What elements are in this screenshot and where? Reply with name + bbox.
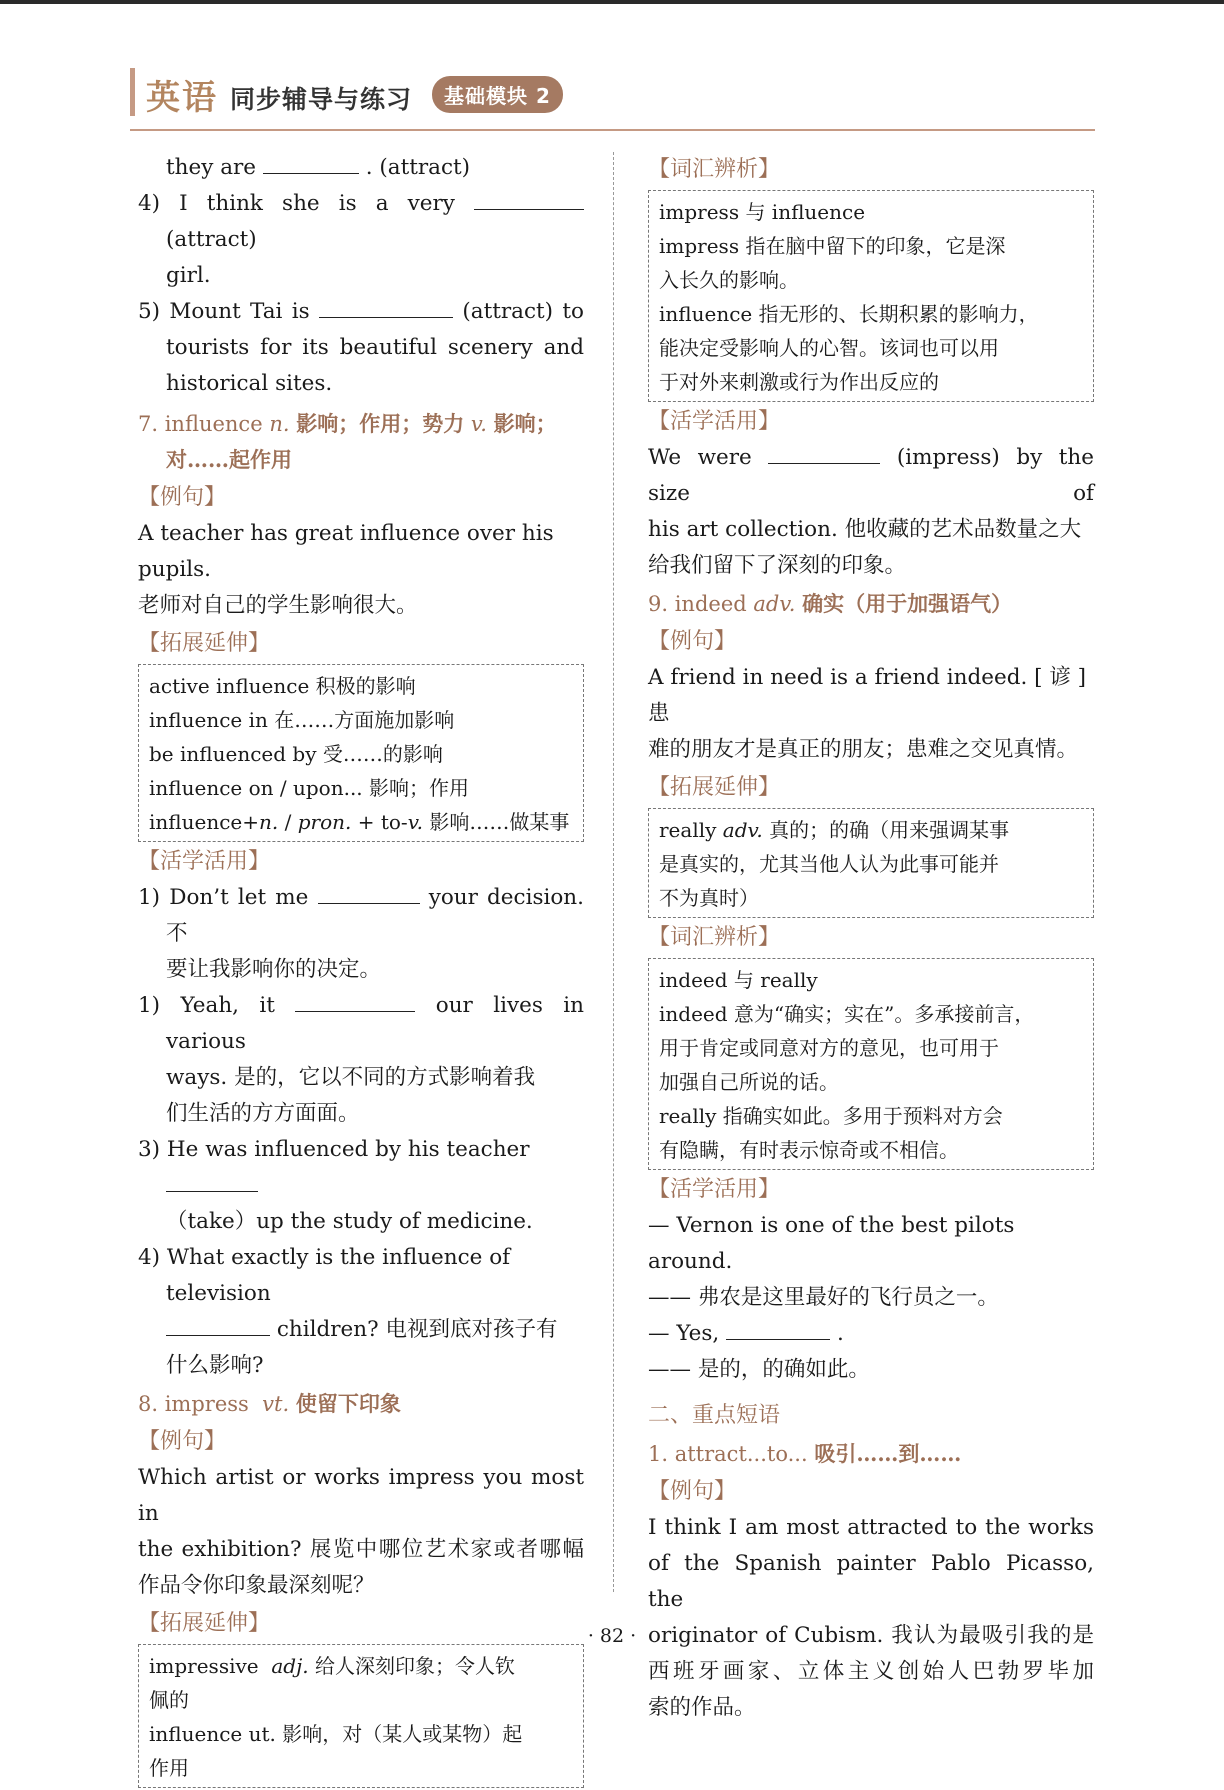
- dialogue-line: — Yes, .: [648, 1321, 844, 1346]
- extension-item: influence in 在……方面施加影响: [149, 708, 455, 732]
- extension-item: influence on / upon... 影响；作用: [149, 776, 470, 800]
- vocab-box: [648, 958, 1094, 1170]
- practice-line: （take）up the study of medicine.: [166, 1209, 533, 1234]
- practice-line: 给我们留下了深刻的印象。: [648, 553, 907, 578]
- example-sentence: Which artist or works impress you most in: [138, 1465, 584, 1526]
- exercise-line: tourists for its beautiful scenery and: [166, 335, 584, 360]
- vocab-line: 用于肯定或同意对方的意见，也可用于: [659, 1036, 999, 1060]
- vocab-line: impress 指在脑中留下的印象，它是深: [659, 234, 1006, 258]
- extension-label: 【拓展延伸】: [138, 1611, 271, 1636]
- vocab-line: influence 指无形的、长期积累的影响力，: [659, 302, 1039, 326]
- extension-item: impressive adj. 给人深刻印象；令人钦: [149, 1654, 515, 1678]
- example-label: 【例句】: [648, 629, 737, 654]
- phrase-heading: 1. attract...to... 吸引……到……: [648, 1441, 962, 1466]
- entry-heading-cont: 对……起作用: [166, 447, 292, 472]
- exercise-5: 5) Mount Tai is (attract) to: [138, 299, 584, 324]
- header-rule: [130, 129, 1095, 131]
- vocab-line: 有隐瞒，有时表示惊奇或不相信。: [659, 1138, 959, 1162]
- exercise-line: girl.: [166, 263, 211, 288]
- practice-line: 们生活的方方面面。: [166, 1101, 360, 1126]
- extension-item: influence+n. / pron. + to-v. 影响……做某事: [149, 810, 570, 834]
- extension-item: influence ut. 影响，对（某人或某物）起: [149, 1722, 523, 1746]
- extension-box: [138, 1644, 584, 1788]
- right-column: [648, 150, 1094, 1726]
- vocab-line: 于对外来刺激或行为作出反应的: [659, 370, 939, 394]
- practice-2: 1) Yeah, it our lives in various: [138, 993, 584, 1054]
- book-subject: 英语: [146, 78, 218, 118]
- vocab-line: 能决定受影响人的心智。该词也可以用: [659, 336, 999, 360]
- top-border: [0, 0, 1224, 4]
- vocab-label: 【词汇辨析】: [648, 157, 781, 182]
- header-accent-bar: [130, 68, 135, 116]
- extension-item: 是真实的，尤其当他人认为此事可能并: [659, 852, 999, 876]
- practice-label: 【活学活用】: [648, 1177, 781, 1202]
- example-translation: 老师对自己的学生影响很大。: [138, 593, 418, 618]
- example-label: 【例句】: [138, 485, 227, 510]
- vocab-label: 【词汇辨析】: [648, 925, 781, 950]
- extension-item: be influenced by 受……的影响: [149, 742, 443, 766]
- extension-item: active influence 积极的影响: [149, 674, 416, 698]
- example-translation: 索的作品。: [648, 1695, 756, 1720]
- entry-heading-indeed: 9. indeed adv. 确实（用于加强语气）: [648, 591, 1013, 616]
- entry-heading-impress: 8. impress vt. 使留下印象: [138, 1391, 401, 1416]
- exercise-line: historical sites.: [166, 371, 333, 396]
- practice-line: ways. 是的，它以不同的方式影响着我: [166, 1065, 536, 1090]
- answer-blank[interactable]: [295, 991, 415, 1012]
- vocab-title: indeed 与 really: [659, 968, 818, 992]
- dialogue-line: —— 是的，的确如此。: [648, 1357, 870, 1382]
- answer-blank[interactable]: [768, 443, 880, 464]
- extension-item: 佩的: [149, 1688, 189, 1712]
- section-heading: 二、重点短语: [648, 1403, 781, 1428]
- vocab-line: really 指确实如此。多用于预料对方会: [659, 1104, 1003, 1128]
- left-column: [138, 150, 584, 1790]
- vocab-line: indeed 意为“确实；实在”。多承接前言，: [659, 1002, 1035, 1026]
- practice-4: 4) What exactly is the influence of television: [138, 1245, 511, 1306]
- exercise-4: 4) I think she is a very (attract): [138, 186, 584, 258]
- extension-item: 作用: [149, 1756, 189, 1780]
- extension-label: 【拓展延伸】: [648, 775, 781, 800]
- answer-blank[interactable]: [474, 189, 584, 210]
- example-sentence: I think I am most attracted to the works: [648, 1515, 1094, 1540]
- vocab-line: 入长久的影响。: [659, 268, 799, 292]
- answer-blank[interactable]: [319, 297, 453, 318]
- practice-line: 要让我影响你的决定。: [166, 957, 382, 982]
- example-translation: 作品令你印象最深刻呢？: [138, 1573, 375, 1598]
- extension-label: 【拓展延伸】: [138, 631, 271, 656]
- answer-blank[interactable]: [263, 153, 359, 174]
- extension-item: really adv. 真的；的确（用来强调某事: [659, 818, 1010, 842]
- answer-blank[interactable]: [166, 1315, 270, 1336]
- example-translation: 西班牙画家、立体主义创始人巴勃罗毕加: [648, 1659, 1094, 1684]
- practice-line: 什么影响?: [166, 1353, 264, 1378]
- answer-blank[interactable]: [318, 883, 420, 904]
- example-sentence: originator of Cubism. 我认为最吸引我的是: [648, 1623, 1094, 1648]
- vocab-title: impress 与 influence: [659, 200, 866, 224]
- book-title: 同步辅导与练习: [230, 85, 413, 114]
- extension-item: 不为真时）: [659, 886, 759, 910]
- extension-box: [138, 664, 584, 842]
- dialogue-line: — Vernon is one of the best pilots around.: [648, 1213, 1015, 1274]
- dialogue-line: —— 弗农是这里最好的飞行员之一。: [648, 1285, 999, 1310]
- extension-box: [648, 808, 1094, 918]
- practice-line: We were (impress) by the size of: [648, 445, 1094, 506]
- column-divider: [613, 152, 614, 1592]
- example-label: 【例句】: [138, 1429, 227, 1454]
- example-sentence: of the Spanish painter Pablo Picasso, the: [648, 1551, 1094, 1612]
- example-label: 【例句】: [648, 1479, 737, 1504]
- module-badge: 基础模块 2: [432, 76, 563, 113]
- answer-blank[interactable]: [166, 1171, 258, 1192]
- answer-blank[interactable]: [726, 1319, 830, 1340]
- page-header: [130, 66, 1095, 124]
- exercise-line: they are . (attract): [166, 155, 471, 180]
- entry-heading-influence: 7. influence n. 影响；作用；势力 v. 影响；: [138, 411, 557, 436]
- vocab-line: 加强自己所说的话。: [659, 1070, 839, 1094]
- example-translation: 难的朋友才是真正的朋友；患难之交见真情。: [648, 737, 1079, 762]
- example-sentence: A teacher has great influence over his pupils.: [138, 521, 554, 582]
- page-number: · 82 ·: [587, 1625, 637, 1647]
- practice-1: 1) Don’t let me your decision. 不: [138, 885, 584, 946]
- practice-line: his art collection. 他收藏的艺术品数量之大: [648, 517, 1082, 542]
- practice-3: 3) He was influenced by his teacher: [138, 1132, 584, 1204]
- vocab-box: [648, 190, 1094, 402]
- practice-line: children? 电视到底对孩子有: [138, 1312, 584, 1348]
- example-sentence: the exhibition? 展览中哪位艺术家或者哪幅: [138, 1537, 584, 1562]
- practice-label: 【活学活用】: [648, 409, 781, 434]
- practice-label: 【活学活用】: [138, 849, 271, 874]
- example-sentence: A friend in need is a friend indeed. [ 谚 ] 患: [648, 665, 1087, 726]
